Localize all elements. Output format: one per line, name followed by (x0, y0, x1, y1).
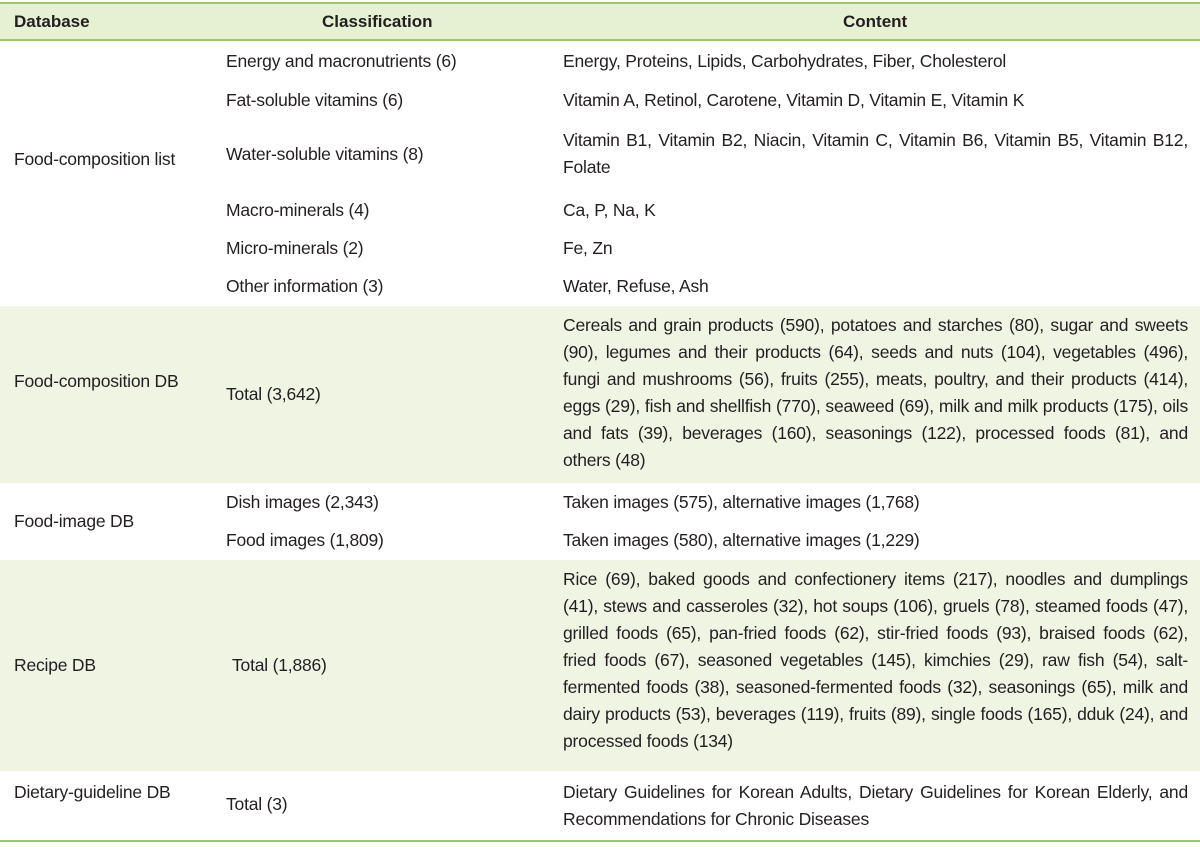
classification-cell: Fat-soluble vitamins (6) (226, 90, 404, 110)
content-cell: Dietary Guidelines for Korean Adults, Dietary Guidelines for Korean Elderly, and Recommendations for Chronic Diseases (563, 782, 1188, 829)
database-name: Recipe DB (14, 655, 96, 675)
classification-cell: Energy and macronutrients (6) (226, 51, 457, 71)
header-database: Database (14, 12, 90, 31)
content-cell: Cereals and grain products (590), potatoes and starches (80), sugar and sweets (90), legumes and their products (64), seeds and nuts (104), vegetables (496), fungi and mushrooms (56), fruits (255), meats, poultry, and their products (414), eggs (29), fish and shellfish (770), seaweed (69), milk and milk products (175), oils and fats (39), beverages (160), seasonings (122), processed foods (81), and others (48) (563, 315, 1188, 470)
table-row-dietary-guideline-db (0, 771, 1200, 840)
table-bottom-rule (0, 840, 1200, 842)
database-name: Food-composition list (14, 149, 176, 169)
table-row-food-image-db (0, 483, 1200, 560)
content-cell: Water, Refuse, Ash (563, 276, 709, 296)
classification-cell: Food images (1,809) (226, 530, 384, 550)
content-cell: Vitamin B1, Vitamin B2, Niacin, Vitamin C, Vitamin B6, Vitamin B5, Vitamin B12, Folate (563, 130, 1188, 177)
classification-cell: Other information (3) (226, 276, 384, 296)
content-cell: Rice (69), baked goods and confectionery items (217), noodles and dumplings (41), stews and casseroles (32), hot soups (106), gruels (78), steamed foods (47), grilled foods (65), pan-fried foods (62), stir-fried foods (93), braised foods (62), fried foods (67), seasoned vegetables (145), kimchies (29), raw fish (54), salt-fermented foods (38), seasoned-fermented foods (32), seasonings (65), milk and dairy products (53), beverages (119), fruits (89), single foods (165), dduk (24), and processed foods (134) (563, 569, 1188, 751)
classification-cell: Dish images (2,343) (226, 492, 379, 512)
header-classification: Classification (322, 12, 433, 31)
classification-cell: Total (3) (226, 794, 288, 814)
content-cell: Ca, P, Na, K (563, 200, 656, 220)
table-row-food-composition-list (0, 41, 1200, 305)
table-row-food-composition-db (0, 306, 1200, 483)
content-cell: Energy, Proteins, Lipids, Carbohydrates, Fiber, Cholesterol (563, 51, 1007, 71)
database-name: Food-composition DB (14, 371, 179, 391)
header-content: Content (843, 12, 908, 31)
database-name: Food-image DB (14, 511, 134, 531)
content-cell: Fe, Zn (563, 238, 613, 258)
table-header (0, 2, 1200, 41)
classification-cell: Micro-minerals (2) (226, 238, 364, 258)
content-cell: Taken images (580), alternative images (1,229) (563, 530, 920, 550)
table-row-recipe-db (0, 560, 1200, 771)
classification-cell: Total (3,642) (226, 384, 321, 404)
classification-cell: Macro-minerals (4) (226, 200, 370, 220)
content-cell: Taken images (575), alternative images (1,768) (563, 492, 920, 512)
content-cell: Vitamin A, Retinol, Carotene, Vitamin D, Vitamin E, Vitamin K (563, 90, 1025, 110)
classification-cell: Water-soluble vitamins (8) (226, 144, 424, 164)
classification-cell: Total (1,886) (232, 655, 327, 675)
database-name: Dietary-guideline DB (14, 782, 171, 802)
